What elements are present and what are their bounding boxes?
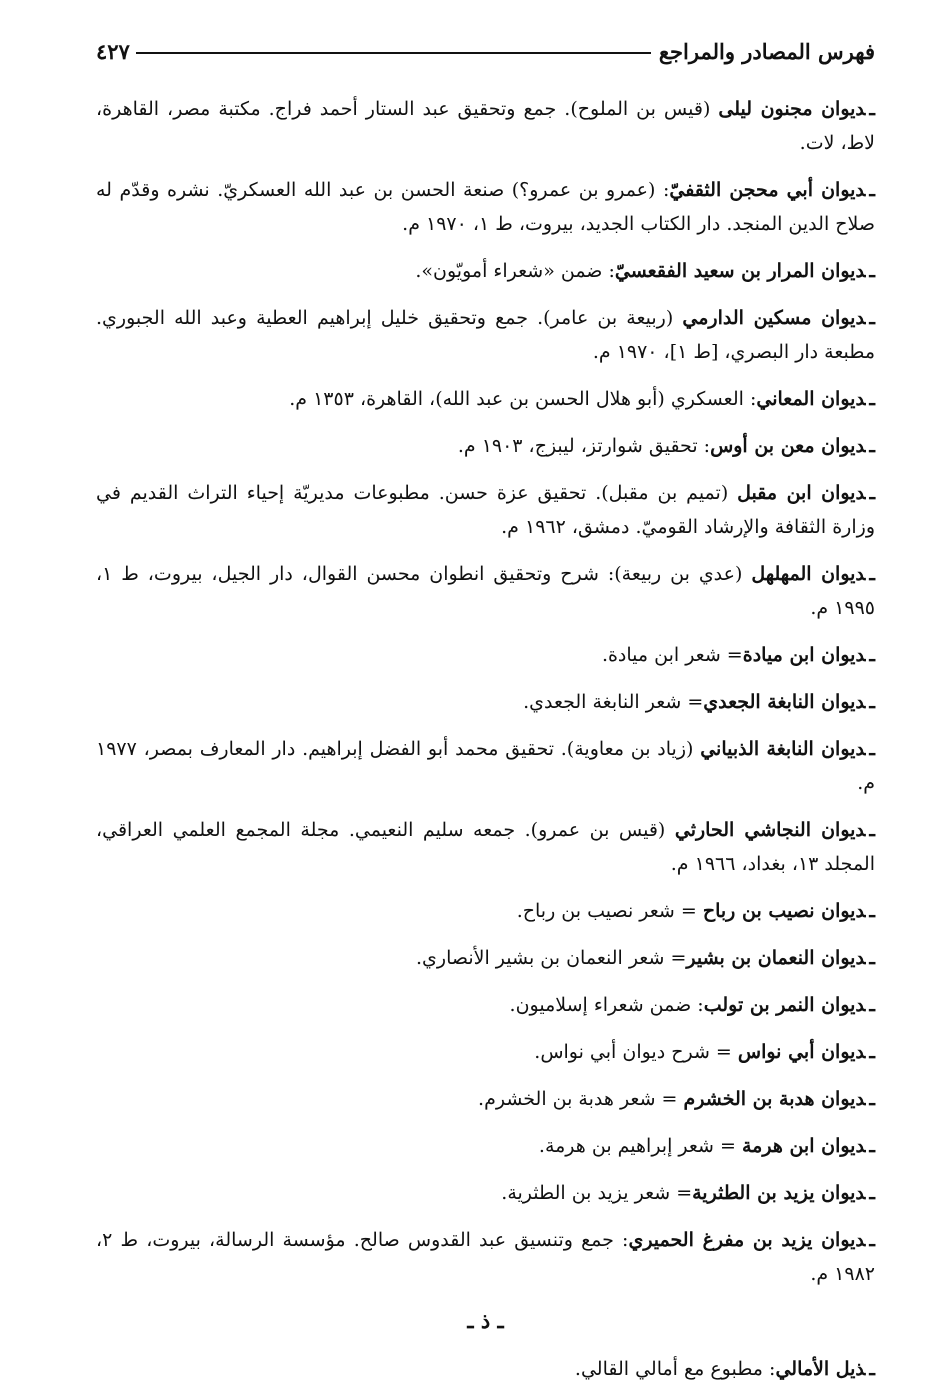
entry-dash: ـ xyxy=(869,819,875,841)
bibliography-entry xyxy=(96,1129,875,1163)
entry-details: : جمع وتنسيق عبد القدوس صالح. مؤسسة الرسالة، بيروت، ط ٢، ١٩٨٢ م. xyxy=(96,1229,875,1285)
entry-dash: ـ xyxy=(869,179,875,201)
entry-title: ديوان النابغة الجعدي xyxy=(703,691,866,713)
entry-dash: ـ xyxy=(869,563,875,585)
bibliography-entry xyxy=(96,429,875,463)
entry-dash: ـ xyxy=(869,1135,875,1157)
entry-details: : العسكري (أبو هلال الحسن بن عبد الله)، القاهرة، ١٣٥٣ م. xyxy=(289,388,757,410)
bibliography-entry xyxy=(96,92,875,160)
bibliography-entry xyxy=(96,382,875,416)
entry-dash: ـ xyxy=(869,1358,875,1380)
entry-dash: ـ xyxy=(869,644,875,666)
bibliography-entry xyxy=(96,301,875,369)
entry-dash: ـ xyxy=(869,994,875,1016)
bibliography-entry xyxy=(96,638,875,672)
bibliography-entry xyxy=(96,813,875,881)
page-title: فهرس المصادر والمراجع xyxy=(658,38,875,64)
entry-details: = شعر النابغة الجعدي. xyxy=(523,691,704,713)
entry-dash: ـ xyxy=(869,1182,875,1204)
entry-title: ديوان ابن ميادة xyxy=(742,644,866,666)
bibliography-entry xyxy=(96,941,875,975)
entry-dash: ـ xyxy=(869,1229,875,1251)
entry-title: ديوان مسكين الدارمي xyxy=(682,307,866,329)
entry-title: ديوان معن بن أوس xyxy=(710,435,866,457)
page-body xyxy=(96,92,875,1399)
entry-list xyxy=(96,92,875,1291)
entry-title: ديوان المعاني xyxy=(756,388,866,410)
bibliography-entry xyxy=(96,1035,875,1069)
entry-dash: ـ xyxy=(869,900,875,922)
entry-details: = شعر النعمان بن بشير الأنصاري. xyxy=(416,947,687,969)
entry-title: ديوان ابن مقبل xyxy=(737,482,866,504)
entry-title: ديوان أبي محجن الثقفيّ xyxy=(669,179,866,201)
bibliography-entry xyxy=(96,1176,875,1210)
bibliography-entry xyxy=(96,173,875,241)
entry-dash: ـ xyxy=(869,260,875,282)
entry-title: ذيل الأمالي xyxy=(775,1358,866,1380)
bibliography-entry xyxy=(96,988,875,1022)
bibliography-entry xyxy=(96,732,875,800)
entry-dash: ـ xyxy=(869,1088,875,1110)
entry-details: = شعر نصيب بن رباح. xyxy=(516,900,703,922)
entry-title: ديوان النابغة الذبياني xyxy=(700,738,866,760)
entry-details: : ضمن شعراء إسلاميون. xyxy=(509,994,704,1016)
entry-dash: ـ xyxy=(869,1041,875,1063)
entry-title: ديوان مجنون ليلى xyxy=(718,98,866,120)
entry-details: = شعر هدبة بن الخشرم. xyxy=(478,1088,684,1110)
bibliography-entry xyxy=(96,557,875,625)
entry-list-after xyxy=(96,1352,875,1386)
entry-title: ديوان ابن هرمة xyxy=(741,1135,866,1157)
entry-title: ديوان النمر بن تولب xyxy=(703,994,866,1016)
header-rule xyxy=(136,52,651,54)
entry-dash: ـ xyxy=(869,307,875,329)
entry-details: : تحقيق شوارتز، ليبزج، ١٩٠٣ م. xyxy=(457,435,711,457)
bibliography-entry xyxy=(96,894,875,928)
entry-dash: ـ xyxy=(869,738,875,760)
bibliography-entry xyxy=(96,476,875,544)
entry-title: ديوان هدبة بن الخشرم xyxy=(683,1088,866,1110)
entry-title: ديوان المرار بن سعيد الفقعسيّ xyxy=(614,260,866,282)
entry-dash: ـ xyxy=(869,691,875,713)
bibliography-entry xyxy=(96,1223,875,1291)
section-letter: ـ ذ ـ xyxy=(467,1308,504,1333)
entry-details: : (عمرو بن عمرو؟) صنعة الحسن بن عبد الله العسكريّ. نشره وقدّم له صلاح الدين المنجد. دار الكتاب الجديد، بيروت، ط ١، ١٩٧٠ م. xyxy=(96,179,875,235)
entry-details: : مطبوع مع أمالي القالي. xyxy=(574,1358,776,1380)
entry-title: ديوان أبي نواس xyxy=(737,1041,866,1063)
entry-details: (قيس بن الملوح). جمع وتحقيق عبد الستار أحمد فراج. مكتبة مصر، القاهرة، لاط، لات. xyxy=(96,98,875,154)
entry-details: (عدي بن ربيعة): شرح وتحقيق انطوان محسن القوال، دار الجيل، بيروت، ط ١، ١٩٩٥ م. xyxy=(96,563,875,619)
entry-details: : ضمن «شعراء أمويّون». xyxy=(415,260,615,282)
entry-title: ديوان النعمان بن بشير xyxy=(686,947,866,969)
bibliography-entry xyxy=(96,1352,875,1386)
entry-title: ديوان المهلهل xyxy=(751,563,866,585)
entry-details: = شعر ابن ميادة. xyxy=(601,644,743,666)
entry-dash: ـ xyxy=(869,482,876,504)
entry-dash: ـ xyxy=(869,388,875,410)
entry-details: = شرح ديوان أبي نواس. xyxy=(534,1041,738,1063)
bibliography-entry xyxy=(96,685,875,719)
entry-dash: ـ xyxy=(869,98,875,120)
bibliography-entry xyxy=(96,1082,875,1116)
entry-title: ديوان يزيد بن الطثرية xyxy=(692,1182,866,1204)
entry-title: ديوان النجاشي الحارثي xyxy=(674,819,866,841)
entry-details: (قيس بن عمرو). جمعه سليم النعيمي. مجلة المجمع العلمي العراقي، المجلد ١٣، بغداد، ١٩٦٦ م. xyxy=(96,819,875,875)
page-number: ٤٢٧ xyxy=(96,38,130,64)
entry-dash: ـ xyxy=(869,947,875,969)
entry-details: = شعر يزيد بن الطثرية. xyxy=(501,1182,693,1204)
entry-details: (تميم بن مقبل). تحقيق عزة حسن. مطبوعات مديريّة إحياء التراث القديم في وزارة الثقافة والإرشاد القوميّ. دمشق، ١٩٦٢ م. xyxy=(96,482,875,538)
entry-title: ديوان يزيد بن مفرغ الحميري xyxy=(628,1229,866,1251)
entry-title: ديوان نصيب بن رباح xyxy=(702,900,866,922)
entry-dash: ـ xyxy=(869,435,875,457)
bibliography-entry xyxy=(96,254,875,288)
entry-details: (زياد بن معاوية). تحقيق محمد أبو الفضل إبراهيم. دار المعارف بمصر، ١٩٧٧ م. xyxy=(96,738,875,794)
entry-details: = شعر إبراهيم بن هرمة. xyxy=(538,1135,742,1157)
page-header xyxy=(96,34,875,68)
entry-details: (ربيعة بن عامر). جمع وتحقيق خليل إبراهيم العطية وعبد الله الجبوري. مطبعة دار البصري، [ط ١]، ١٩٧٠ م. xyxy=(96,307,875,363)
